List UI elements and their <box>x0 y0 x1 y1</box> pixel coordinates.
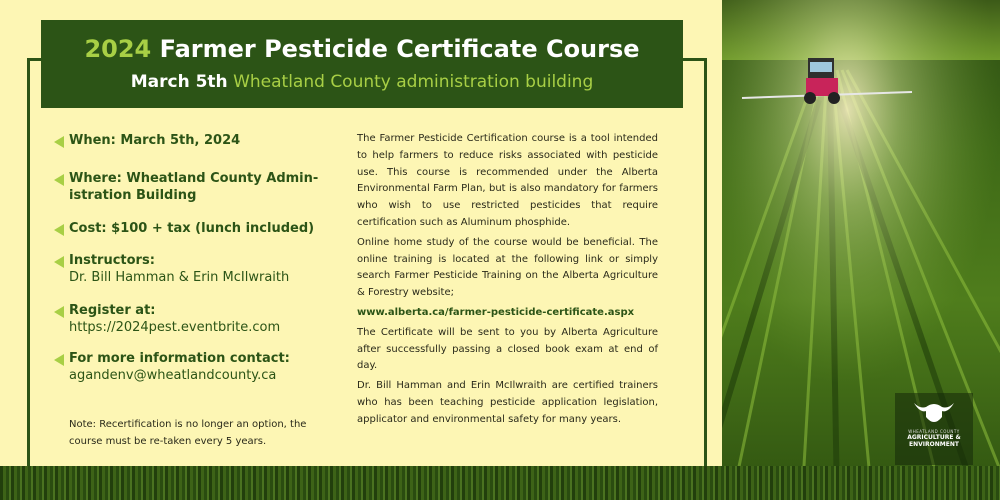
arrow-icon <box>54 224 64 236</box>
detail-label: Cost: $100 + tax (lunch included) <box>69 221 315 236</box>
subtitle-place: Wheatland County administration building <box>233 72 594 92</box>
grass-strip <box>0 466 1000 500</box>
detail-label: Register at: <box>69 303 156 318</box>
arrow-icon <box>54 256 64 268</box>
detail-register <box>54 302 329 336</box>
detail-label: When: March 5th, 2024 <box>69 133 241 148</box>
detail-label: Instructors: <box>69 253 155 268</box>
register-link[interactable]: https://2024pest.eventbrite.com <box>69 320 281 335</box>
arrow-icon <box>54 354 64 366</box>
arrow-icon <box>54 174 64 186</box>
detail-cost <box>54 220 329 237</box>
detail-label-cont: istration Building <box>69 188 197 203</box>
bull-head-icon <box>912 399 956 427</box>
arrow-icon <box>54 306 64 318</box>
instructor-names: Dr. Bill Hamman & Erin McIlwraith <box>69 270 290 285</box>
page-title <box>41 35 683 63</box>
logo-text-environment: ENVIRONMENT <box>909 441 959 448</box>
detail-contact <box>54 350 329 384</box>
detail-instructors <box>54 252 329 286</box>
header-banner <box>41 20 683 108</box>
training-link[interactable]: www.alberta.ca/farmer-pesticide-certificate.aspx <box>357 306 635 318</box>
recertification-note: Note: Recertification is no longer an option, the course must be re-taken every 5 years. <box>69 419 307 447</box>
logo-text-county: WHEATLAND COUNTY <box>908 429 960 434</box>
course-description <box>357 131 658 432</box>
detail-when <box>54 132 329 149</box>
detail-where <box>54 170 329 204</box>
arrow-icon <box>54 136 64 148</box>
description-paragraph: Dr. Bill Hamman and Erin McIlwraith are certified trainers who has been teaching pesticide application legislation, applicator and environmental safety for many years. <box>357 380 658 425</box>
contact-email-link[interactable]: agandenv@wheatlandcounty.ca <box>69 368 277 383</box>
logo-text-agriculture: AGRICULTURE & <box>907 434 961 441</box>
title-year: 2024 <box>84 35 152 63</box>
detail-label: For more information contact: <box>69 351 290 366</box>
detail-label: Where: Wheatland County Admin- <box>69 171 319 186</box>
title-text: Farmer Pesticide Certificate Course <box>159 35 640 63</box>
description-paragraph: Online home study of the course would be beneficial. The online training is located at the following link or simply search Farmer Pesticide Training on the Alberta Agriculture & Forestry website; <box>357 236 658 299</box>
subtitle-date: March 5th <box>130 72 228 92</box>
description-paragraph: The Farmer Pesticide Certification course is a tool intended to help farmers to reduce risks associated with pesticide use. This course is recommended under the Alberta Environmental Farm Plan, but is also mandatory for farmers who wish to use restricted pesticides that require certification such as Aluminum phosphide. <box>357 133 658 228</box>
wheatland-county-logo <box>895 393 973 465</box>
page-subtitle <box>41 72 683 92</box>
description-paragraph: The Certificate will be sent to you by Alberta Agriculture after successfully passing a closed book exam at end of day. <box>357 326 658 372</box>
